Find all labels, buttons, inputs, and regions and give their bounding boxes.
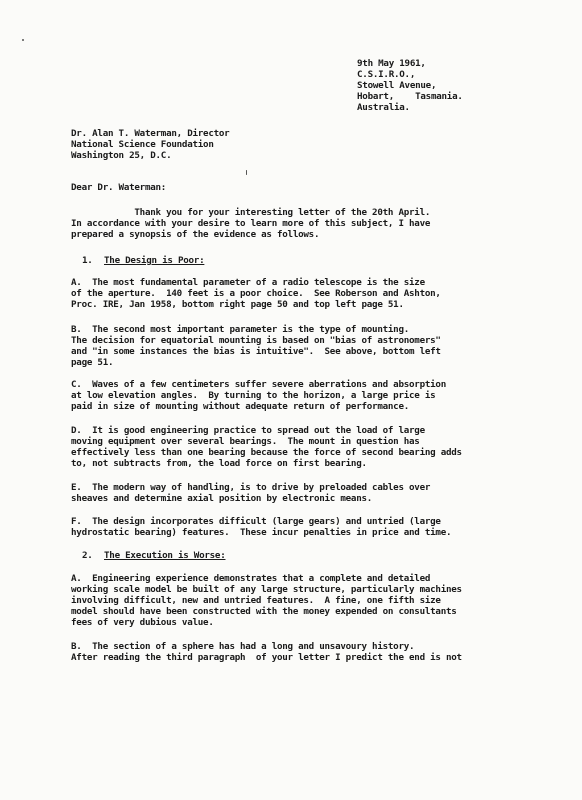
recipient-name: Dr. Alan T. Waterman, Director: [71, 128, 230, 139]
paragraph-2a-line: A. Engineering experience demonstrates that a complete and detailed: [71, 573, 431, 584]
paragraph-2b-line: B. The section of a sphere has had a long and unsavoury history.: [71, 641, 415, 652]
paragraph-2a-line: fees of very dubious value.: [71, 617, 214, 628]
salutation: Dear Dr. Waterman:: [71, 182, 167, 193]
paragraph-1c-line: paid in size of mounting without adequate return of performance.: [71, 401, 410, 412]
paragraph-1b-line: The decision for equatorial mounting is based on "bias of astronomers": [71, 335, 441, 346]
section-1-number: 1.: [82, 255, 93, 266]
sender-street: Stowell Avenue,: [357, 80, 437, 91]
paragraph-2a-line: working scale model be built of any large structure, particularly machines: [71, 584, 462, 595]
sender-city: Hobart, Tasmania.: [357, 91, 463, 102]
intro-line: In accordance with your desire to learn more of this subject, I have: [71, 218, 431, 229]
section-2-title: The Execution is Worse:: [104, 550, 226, 561]
sender-date: 9th May 1961,: [357, 58, 426, 69]
recipient-address: Washington 25, D.C.: [71, 150, 172, 161]
paragraph-1d-line: effectively less than one bearing because the force of second bearing adds: [71, 447, 462, 458]
paragraph-1d-line: to, not subtracts from, the load force on first bearing.: [71, 458, 367, 469]
intro-line: prepared a synopsis of the evidence as follows.: [71, 229, 320, 240]
paragraph-1e-line: E. The modern way of handling, is to drive by preloaded cables over: [71, 482, 431, 493]
paper-speck: [22, 39, 24, 41]
paragraph-1a-line: A. The most fundamental parameter of a radio telescope is the size: [71, 277, 425, 288]
sender-org: C.S.I.R.O.,: [357, 69, 416, 80]
paragraph-2a-line: model should have been constructed with the money expended on consultants: [71, 606, 457, 617]
recipient-org: National Science Foundation: [71, 139, 214, 150]
paragraph-1a-line: Proc. IRE, Jan 1958, bottom right page 50 and top left page 51.: [71, 299, 404, 310]
paragraph-2a-line: involving difficult, new and untried features. A fine, one fifth size: [71, 595, 441, 606]
paragraph-1d-line: D. It is good engineering practice to spread out the load of large: [71, 425, 425, 436]
paragraph-1d-line: moving equipment over several bearings. The mount in question has: [71, 436, 420, 447]
intro-line: Thank you for your interesting letter of the 20th April.: [71, 207, 431, 218]
section-2-number: 2.: [82, 550, 93, 561]
paragraph-1e-line: sheaves and determine axial position by electronic means.: [71, 493, 373, 504]
paragraph-1f-line: F. The design incorporates difficult (large gears) and untried (large: [71, 516, 441, 527]
section-1-title: The Design is Poor:: [104, 255, 205, 266]
sender-country: Australia.: [357, 102, 410, 113]
paragraph-1c-line: C. Waves of a few centimeters suffer severe aberrations and absorption: [71, 379, 446, 390]
paragraph-1b-line: page 51.: [71, 357, 114, 368]
paragraph-1b-line: B. The second most important parameter is the type of mounting.: [71, 324, 410, 335]
paragraph-1a-line: of the aperture. 140 feet is a poor choice. See Roberson and Ashton,: [71, 288, 441, 299]
paragraph-1f-line: hydrostatic bearing) features. These incur penalties in price and time.: [71, 527, 452, 538]
paragraph-1b-line: and "in some instances the bias is intuitive". See above, bottom left: [71, 346, 441, 357]
pen-mark: [246, 170, 247, 175]
paragraph-2b-line: After reading the third paragraph of your letter I predict the end is not: [71, 652, 462, 663]
paragraph-1c-line: at low elevation angles. By turning to the horizon, a large price is: [71, 390, 436, 401]
